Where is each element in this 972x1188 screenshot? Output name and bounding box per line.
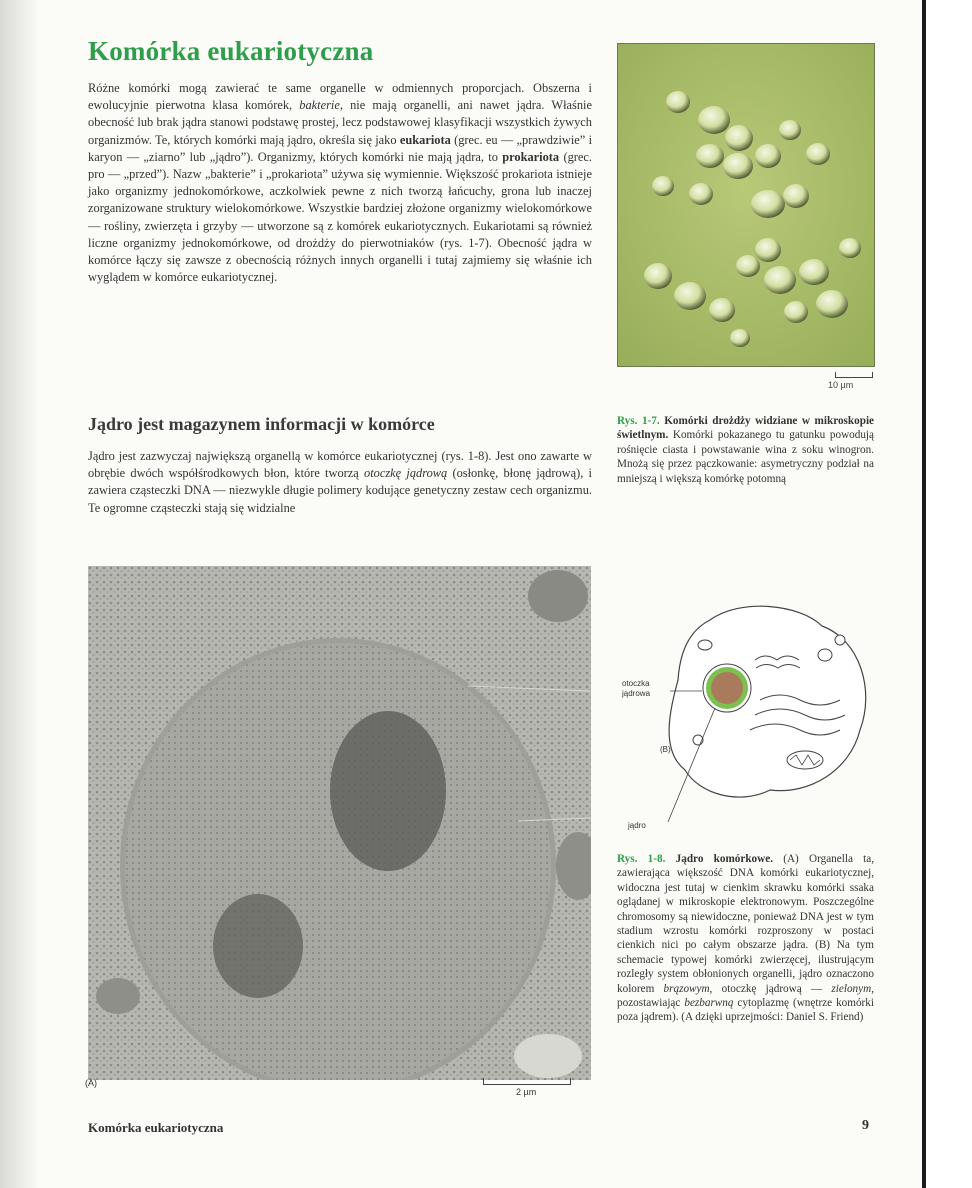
term-brazowym: brązowym bbox=[663, 982, 710, 995]
nucleus-text-2: (osłonkę, błonę jądrową), i zawiera cząsteczki DNA — niezwykle długie polimery kodujące genetyczny zestaw cech organizmu. Te ogromne cząsteczki stają się widzialne bbox=[88, 466, 592, 515]
figure-1-7-caption bbox=[617, 414, 874, 486]
vacuole bbox=[514, 1034, 582, 1078]
figure-1-8-label: Rys. 1-8. bbox=[617, 853, 666, 865]
yeast-micrograph bbox=[617, 43, 875, 367]
section-heading: Jądro jest magazynem informacji w komórce bbox=[88, 414, 435, 434]
figure-1-8-text-3: , pozostawiając bbox=[617, 982, 874, 1010]
panel-a-label: (A) bbox=[85, 1078, 97, 1088]
figure-1-8-text-1: (A) Organella ta, zawierająca większość DNA komórki eukariotycznej, widoczna jest tutaj w cienkim skrawku komórki ssaka oglądanej w mikroskopie elektronowym. Poszczególne chromosomy są niewidoczne, ponieważ DNA jest w tym stadium wzrostu komórki rozproszony w postaci cienkich nici po całym obszarze jądra. (B) Na tym schemacie typowej komórki zwierzęcej, ilustrującym rozległy system obłonionych organelli, jądro oznaczono kolorem bbox=[617, 853, 875, 995]
term-otoczka: otoczkę jądrową bbox=[364, 466, 448, 481]
nucleus-paragraph bbox=[88, 448, 592, 517]
animal-cell-schematic bbox=[560, 590, 890, 840]
label-otoczka-2: jądrowa bbox=[622, 689, 651, 698]
intro-paragraph bbox=[88, 80, 592, 286]
nucleus-brown bbox=[711, 672, 743, 704]
nucleolus bbox=[213, 894, 303, 998]
em-scale-label: 2 µm bbox=[516, 1087, 537, 1097]
organelle bbox=[96, 978, 140, 1014]
figure-1-7-title: Komórki drożdży widziane w mikroskopie świetlnym. bbox=[617, 415, 875, 442]
term-bakterie: bakterie bbox=[299, 98, 340, 113]
page-gutter bbox=[926, 0, 972, 1188]
vesicle bbox=[698, 640, 712, 650]
term-prokariota: prokariota bbox=[502, 149, 560, 164]
figure-1-8-text-2: , otoczkę jądrową — bbox=[709, 982, 832, 995]
term-eukariota: eukariota bbox=[399, 132, 451, 147]
page-title: Komórka eukariotyczna bbox=[88, 36, 374, 66]
nucleus-interior bbox=[125, 643, 551, 1080]
term-zielonym: zielonym bbox=[831, 982, 872, 995]
yeast-scale-bar bbox=[835, 372, 873, 378]
figure-1-8-caption bbox=[617, 852, 874, 1025]
yeast-scale-label: 10 µm bbox=[828, 380, 854, 390]
heterochromatin-region bbox=[330, 711, 446, 871]
term-bezbarwna: bezbarwną bbox=[684, 997, 734, 1010]
figure-1-7-text: Komórki pokazanego tu gatunku powodują rośnięcie ciasta i powstawanie wina z soku winogron. Mnożą się przez pączkowanie: asymetryczny podział na mniejszą i większą komórkę potomną bbox=[617, 429, 874, 485]
page-shadow bbox=[0, 0, 40, 1188]
figure-1-8-text-4: cytoplazmę (wnętrze komórki poza jądrem). (A dzięki uprzejmości: Daniel S. Friend) bbox=[617, 997, 874, 1024]
figure-1-8-title: Jądro komórkowe. bbox=[675, 853, 773, 865]
footer-chapter-title: Komórka eukariotyczna bbox=[88, 1120, 224, 1135]
label-jadro: jądro bbox=[628, 821, 646, 830]
panel-b-label: (B) bbox=[660, 745, 671, 754]
nucleus-text-1: Jądro jest zazwyczaj największą organellą w komórce eukariotycznej (rys. 1-8). Jest ono zawarte w obrębie dwóch współśrodkowych błon, które tworzą bbox=[88, 449, 592, 481]
vesicle bbox=[835, 635, 845, 645]
intro-text-2: , nie mają organelli, ani nawet jądra. Właśnie obecność lub brak jądra stanowi podstawę prostej, lecz podstawowej klasyfikacji wszystkich żywych organizmów. Te, których komórki mają jądro, określa się jako bbox=[88, 98, 592, 147]
vesicle bbox=[818, 649, 832, 661]
intro-text-3: (grec. eu — „prawdziwie” i karyon — „ziarno” lub „jądro”). Organizmy, których komórki nie mają jądra, to bbox=[88, 132, 593, 164]
nucleus-electron-micrograph bbox=[88, 566, 591, 1080]
figure-1-7-label: Rys. 1-7. bbox=[617, 415, 660, 427]
intro-text-1: Różne komórki mogą zawierać te same organelle w odmiennych proporcjach. Obszerna i ewolucyjnie pierwotna klasa komórek, bbox=[88, 81, 592, 113]
label-otoczka-1: otoczka bbox=[622, 679, 650, 688]
intro-text-4: (grec. pro — „przed”). Nazw „bakterie” i „prokariota” używa się wymiennie. Większość prokariota istnieje jako organizmy jednokomórkowe, aczkolwiek pewne z nich tworzą łańcuchy, grona lub inaczej zorganizowane struktury wielokomórkowe. Wszystkie bardziej złożone organizmy wielokomórkowe — rośliny, zwierzęta i grzyby — utworzone są z komórek eukariotycznych. Eukariotami są również liczne organizmy jednokomórkowe, od drożdży do pierwotniaków (rys. 1-7). Obecność jądra w komórce łączy się zawsze z obecnością różnych innych organelli i tutaj zajmiemy się właśnie ich wyglądem w komórce eukariotycznej. bbox=[88, 149, 592, 285]
em-scale-bar bbox=[483, 1078, 571, 1085]
page-number: 9 bbox=[862, 1118, 869, 1133]
